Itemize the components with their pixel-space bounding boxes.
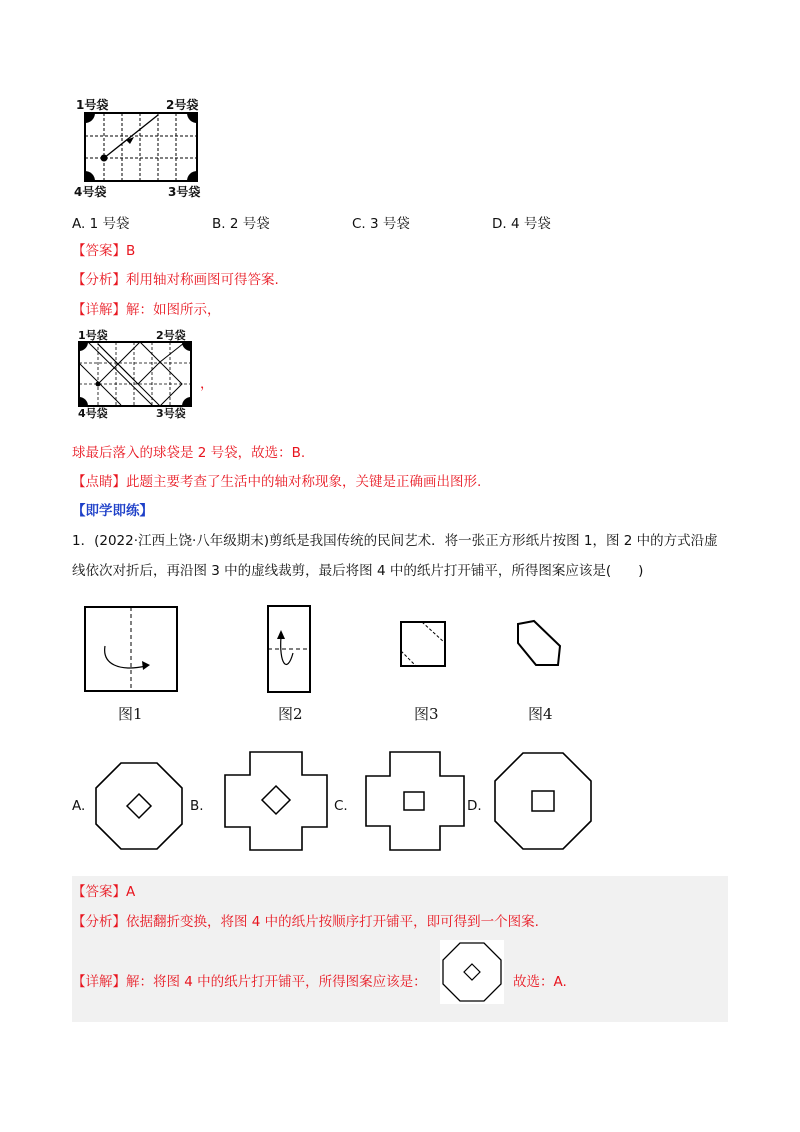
figure-4	[514, 619, 564, 667]
option-c[interactable]: C. 3 号袋	[352, 216, 410, 232]
choice-c-label[interactable]: C.	[334, 798, 348, 814]
choice-d-figure[interactable]	[494, 752, 592, 850]
practice-analysis: 【分析】依据翻折变换，将图 4 中的纸片按顺序打开铺平，即可得到一个图案.	[72, 914, 539, 930]
detail-bag-label-4: 4号袋	[78, 407, 108, 420]
figure-4-label: 图4	[528, 705, 553, 723]
practice-question-line2: 线依次对折后，再沿图 3 中的虚线裁剪，最后将图 4 中的纸片打开铺平，所得图案应该是( )	[72, 563, 644, 579]
example-detail: 【详解】解：如图所示，	[72, 302, 221, 318]
practice-detail-end: 故选：A.	[513, 974, 567, 990]
bag-label-3: 3号袋	[168, 185, 201, 199]
choice-d-label[interactable]: D.	[467, 798, 482, 814]
example-comment: 【点睛】此题主要考查了生活中的轴对称现象，关键是正确画出图形.	[72, 474, 482, 490]
bag-label-2: 2号袋	[166, 98, 199, 112]
choice-b-figure[interactable]	[224, 751, 328, 851]
practice-detail: 【详解】解：将图 4 中的纸片打开铺平，所得图案应该是：	[72, 974, 427, 990]
option-a[interactable]: A. 1 号袋	[72, 216, 130, 232]
option-b[interactable]: B. 2 号袋	[212, 216, 270, 232]
example-analysis: 【分析】利用轴对称画图可得答案.	[72, 272, 279, 288]
example-conclusion: 球最后落入的球袋是 2 号袋，故选：B.	[72, 445, 306, 461]
practice-question-line1: 1．(2022·江西上饶·八年级期末)剪纸是我国传统的民间艺术．将一张正方形纸片按图 1，图 2 中的方式沿虚	[72, 533, 718, 549]
choice-b-label[interactable]: B.	[190, 798, 204, 814]
figure-1-label: 图1	[118, 705, 143, 723]
bag-label-4: 4号袋	[74, 185, 107, 199]
example-answer: 【答案】B	[72, 243, 136, 259]
billiard-table-diagram	[84, 112, 198, 182]
answer-panel	[72, 876, 728, 1022]
figure-2	[267, 605, 311, 693]
choice-a-label[interactable]: A.	[72, 798, 86, 814]
option-d[interactable]: D. 4 号袋	[492, 216, 551, 232]
figure-3-label: 图3	[414, 705, 439, 723]
figure-2-label: 图2	[278, 705, 303, 723]
reflection-path-diagram	[78, 341, 192, 407]
choice-c-figure[interactable]	[365, 751, 465, 851]
figure-1	[84, 606, 178, 692]
detail-bag-label-1: 1号袋	[78, 329, 108, 342]
practice-detail-figure	[440, 940, 504, 1004]
practice-heading: 【即学即练】	[72, 503, 153, 519]
figure-3	[400, 621, 446, 667]
choice-a-figure[interactable]	[95, 762, 183, 850]
detail-bag-label-3: 3号袋	[156, 407, 186, 420]
bag-label-1: 1号袋	[76, 98, 109, 112]
practice-answer: 【答案】A	[72, 884, 136, 900]
detail-bag-label-2: 2号袋	[156, 329, 186, 342]
detail-comma: ，	[200, 376, 214, 392]
